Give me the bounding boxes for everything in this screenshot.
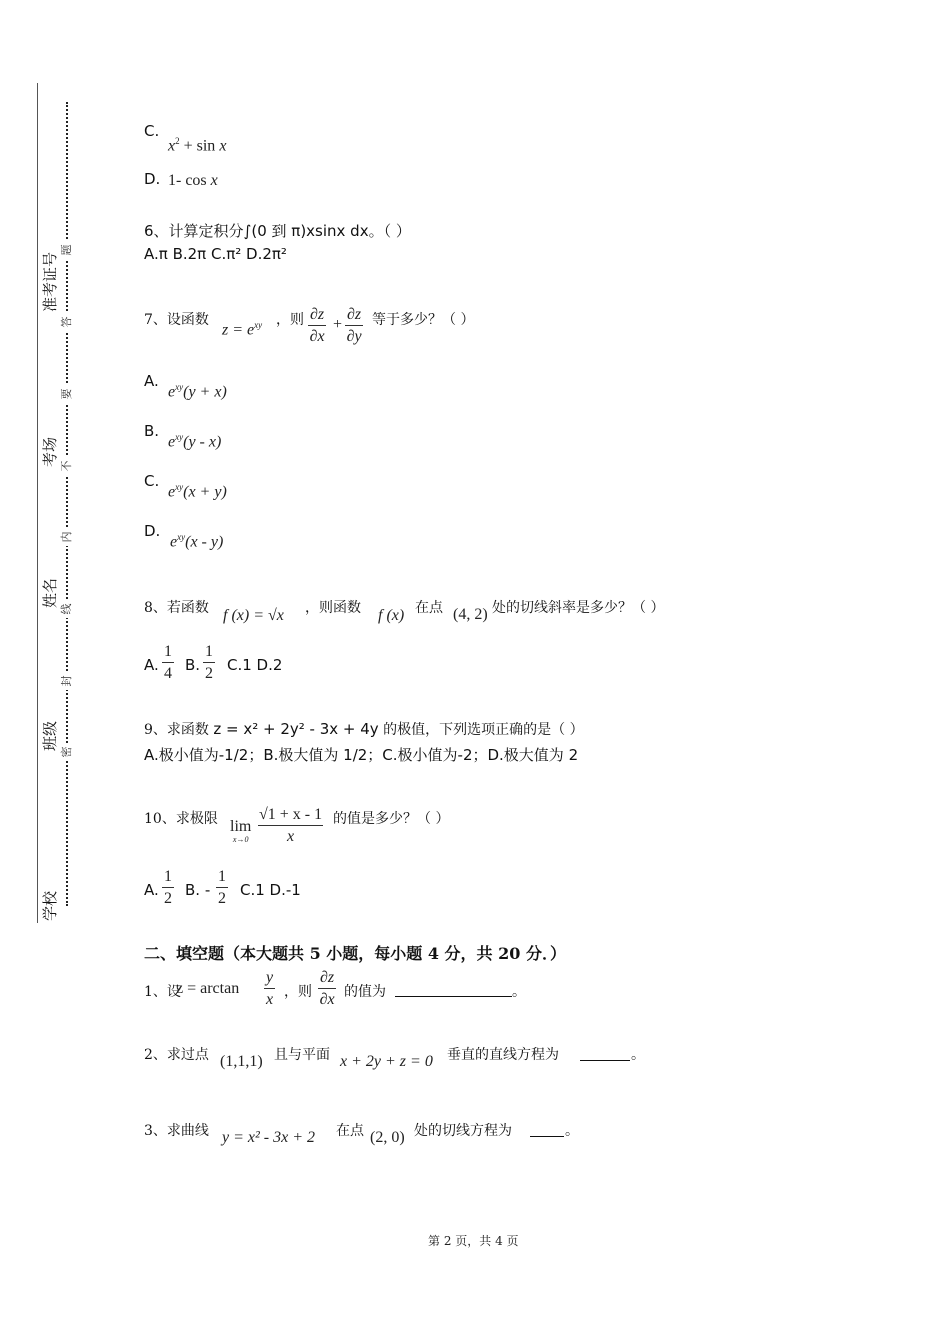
q8-options-rest: C.1 D.2: [227, 656, 283, 674]
binding-solid-line: [37, 83, 38, 923]
fill-q3-suffix: 处的切线方程为: [414, 1123, 512, 1139]
q7-option-a-expr: $e^{xy}(y + x)$: [168, 382, 227, 401]
q8-option-a-frac: $\frac{1}{4}$: [164, 643, 172, 682]
q7-suffix: 等于多少？（ ）: [372, 312, 475, 328]
q8-option-a-label: A.: [144, 656, 159, 674]
fill-q1-suffix: 的值为: [344, 984, 386, 1000]
fill-q2-suffix: 垂直的直线方程为: [447, 1047, 559, 1063]
fill-q3-point: (2, 0): [370, 1129, 405, 1146]
fill-q2-end: 。: [631, 1047, 645, 1063]
fill-q1-end: 。: [512, 984, 526, 1000]
q7-option-c-label: C.: [144, 472, 160, 490]
q7-option-d-expr: $e^{xy}(x - y)$: [170, 532, 224, 551]
q7-function: $z = e^{xy}$: [222, 320, 263, 339]
binding-dotted-line: [66, 102, 68, 906]
seal-char: 题: [60, 241, 74, 259]
seal-char: 内: [60, 528, 74, 546]
fill-q2-answer-blank[interactable]: [580, 1046, 630, 1061]
q7-plus: +: [333, 316, 343, 333]
field-label-exam-room: 考场: [41, 422, 59, 482]
fill-q3-answer-blank[interactable]: [530, 1122, 564, 1137]
q5-option-d-expr: 1- cos x: [168, 172, 218, 189]
q7-partial-y: $\frac{\partial z}{\partial y}$: [346, 306, 362, 345]
seal-char: 要: [60, 385, 74, 403]
q10-option-b-label: B. -: [185, 881, 211, 899]
fill-q3-end: 。: [565, 1123, 579, 1139]
q8-suffix: 处的切线斜率是多少？（ ）: [492, 600, 665, 616]
fill-q2-prefix: 2、求过点: [144, 1047, 209, 1063]
q8-stem-prefix: 8、若函数: [144, 600, 209, 616]
q7-option-d-label: D.: [144, 522, 161, 540]
q5-option-c-label: C.: [144, 122, 160, 140]
fill-q2-plane: x + 2y + z = 0: [340, 1053, 433, 1070]
q10-option-a-label: A.: [144, 881, 159, 899]
fill-q1-prefix: 1、设: [144, 984, 181, 1000]
q8-function: f (x) = √x: [223, 607, 284, 624]
q10-fraction: $\frac{√1 + x - 1}{x}$: [259, 806, 323, 845]
q10-stem-prefix: 10、求极限: [144, 811, 218, 827]
q8-option-b-frac: $\frac{1}{2}$: [205, 643, 213, 682]
q8-option-b-label: B.: [185, 656, 201, 674]
q5-option-d-label: D.: [144, 170, 161, 188]
fill-q2-mid: 且与平面: [274, 1047, 330, 1063]
q7-option-a-label: A.: [144, 372, 159, 390]
q7-option-b-label: B.: [144, 422, 160, 440]
fill-q1-partial: $\frac{\partial z}{\partial x}$: [319, 969, 335, 1008]
seal-char: 封: [60, 672, 74, 690]
q10-options-rest: C.1 D.-1: [240, 881, 301, 899]
field-label-class: 班级: [41, 706, 59, 766]
q5-option-c-expr: $x^2 + \sin x$: [168, 136, 227, 155]
section2-heading: 二、填空题（本大题共 5 小题，每小题 4 分，共 20 分．）: [144, 944, 566, 963]
fill-q1-mid: ，则: [284, 984, 312, 1000]
q7-option-c-expr: $e^{xy}(x + y)$: [168, 482, 227, 501]
q8-function-ref: f (x): [378, 607, 405, 624]
fill-q3-mid: 在点: [336, 1123, 364, 1139]
field-label-exam-id: 准考证号: [41, 251, 59, 312]
q7-mid: ，则: [276, 312, 304, 328]
fill-q1-fraction: $\frac{y}{x}$: [266, 969, 274, 1008]
q7-option-b-expr: $e^{xy}(y - x)$: [168, 432, 222, 451]
fill-q1-expr: z = arctan: [176, 980, 240, 997]
q10-lim: lim x→0: [230, 818, 252, 844]
q9-stem: 9、求函数 z = x² + 2y² - 3x + 4y 的极值，下列选项正确的是（ ）: [144, 720, 584, 738]
q7-stem-prefix: 7、设函数: [144, 312, 209, 328]
q10-option-a-frac: $\frac{1}{2}$: [164, 868, 172, 907]
fill-q3-curve: y = x² - 3x + 2: [222, 1129, 316, 1146]
q10-option-b-frac: $\frac{1}{2}$: [218, 868, 226, 907]
page-number: 第 2 页，共 4 页: [428, 1234, 519, 1248]
field-label-name: 姓名: [41, 563, 59, 623]
seal-char: 密: [60, 743, 74, 761]
q7-partial-x: $\frac{\partial z}{\partial x}$: [309, 306, 325, 345]
fill-q1-answer-blank[interactable]: [395, 982, 512, 997]
q6-options: A.π B.2π C.π² D.2π²: [144, 245, 287, 263]
seal-char: 答: [60, 313, 74, 331]
q8-point: (4, 2): [453, 606, 488, 623]
fill-q3-prefix: 3、求曲线: [144, 1123, 209, 1139]
q6-stem: 6、计算定积分∫(0 到 π)xsinx dx。（ ）: [144, 222, 411, 240]
fill-q2-point: (1,1,1): [220, 1053, 263, 1070]
q8-mid: ，则函数: [305, 600, 361, 616]
field-label-school: 学校: [41, 876, 59, 936]
seal-char: 不: [60, 457, 74, 475]
seal-char: 线: [60, 600, 74, 618]
q10-suffix: 的值是多少？（ ）: [333, 811, 450, 827]
q8-at-point: 在点: [415, 600, 443, 616]
q9-options: A.极小值为-1/2；B.极大值为 1/2；C.极小值为-2；D.极大值为 2: [144, 746, 579, 764]
